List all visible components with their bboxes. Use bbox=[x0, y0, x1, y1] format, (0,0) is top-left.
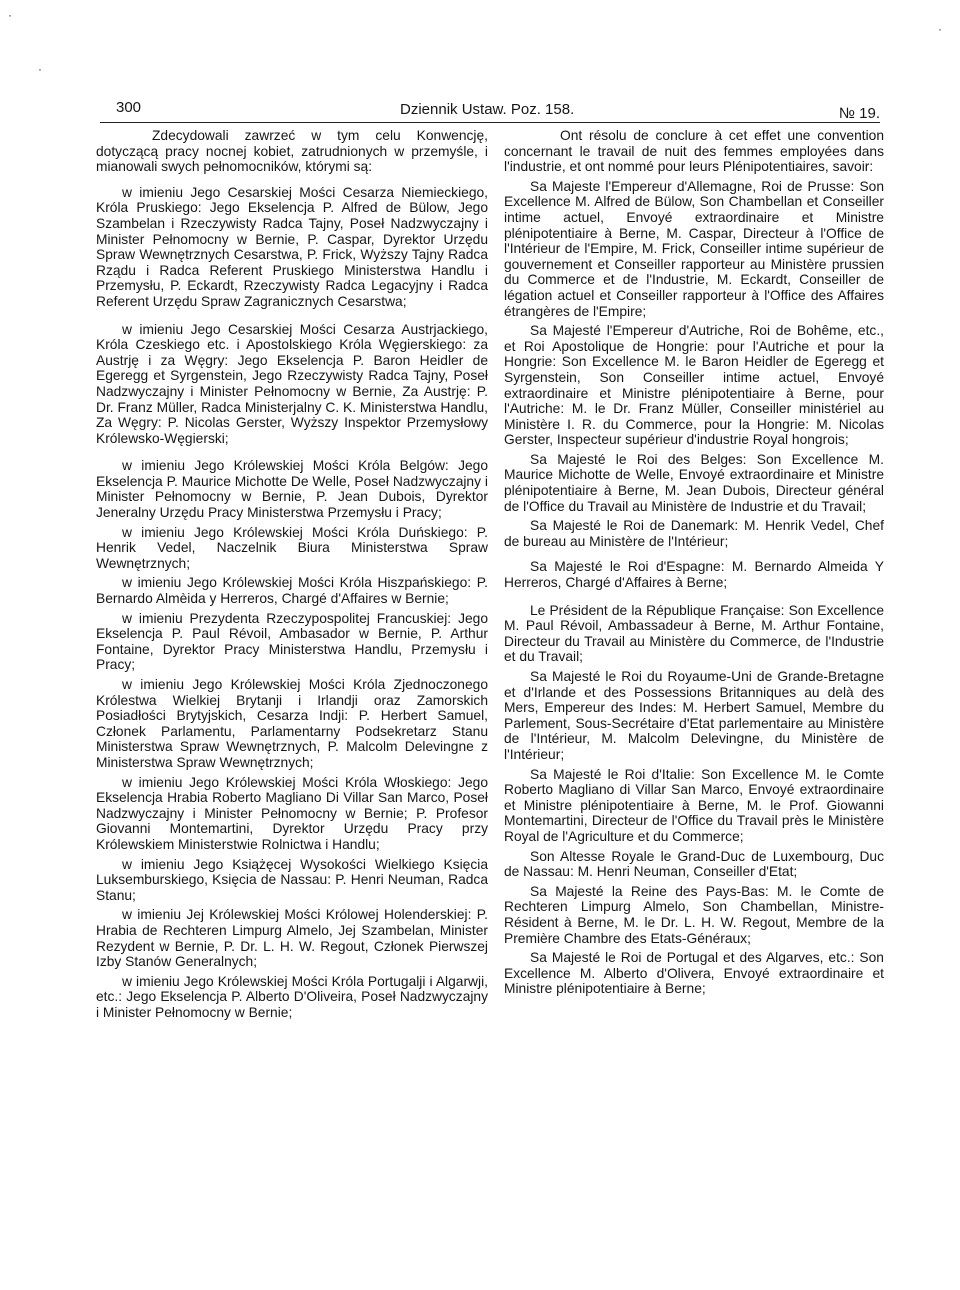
polish-plenipotentiary-italy: w imieniu Jego Królewskiej Mości Króla Włoskiego: Jego Ekselencja Hrabia Roberto Magliano Di Villar San Marco, Poseł Nadzwyczajny i Minister Pełnomocny w Bernie; P. Profesor Giovanni Montemartini, Dyrektor Urzędu Pracy przy Królewskiem Ministerstwie Rolnictwa i Handlu; bbox=[96, 774, 488, 852]
scan-mark: · bbox=[938, 22, 942, 36]
polish-plenipotentiary-great-britain: w imieniu Jego Królewskiej Mości Króla Zjednoczonego Królestwa Wielkiej Brytanji i Irlandji oraz Zamorskich Posiadłości Brytyjskich, Cesarza Indji: P. Herbert Samuel, Członek Parlamentu, Parlamentarny Podsekretarz Stanu Ministerstwa Spraw Wewnętrznych, P. Malcolm Delevingne z Ministerstwa Spraw Wewnętrznych; bbox=[96, 677, 488, 770]
polish-intro-paragraph: Zdecydowali zawrzeć w tym celu Konwencję, dotyczącą pracy nocnej kobiet, zatrudnionych w przemyśle, i mianowali swych pełnomocników, którymi są: bbox=[96, 128, 488, 175]
journal-title: Dziennik Ustaw. Poz. 158. bbox=[400, 101, 575, 118]
french-plenipotentiary-germany: Sa Majeste l'Empereur d'Allemagne, Roi de Prusse: Son Excellence M. Alfred de Bülow, Son Chambellan et Conseiller intime actuel, Envoyé extraordinaire et Ministre plénipotentiaire à Berne, M. Caspar, Directeur à l'Office de l'Intérieur de l'Empire, M. Frick, Conseiller intime supérieur de gouvernement et Conseiller rapporteur au Ministère prussien du Commerce et de l'Industrie, M. Eckardt, Conseiller de légation actuel et Conseiller rapporteur à l'Office des Affaires étrangères de l'Empire; bbox=[504, 178, 884, 319]
header-rule bbox=[100, 122, 880, 123]
french-column bbox=[504, 128, 884, 1001]
french-plenipotentiary-luxembourg: Son Altesse Royale le Grand-Duc de Luxembourg, Duc de Nassau: M. Henri Neuman, Conseiller d'Etat; bbox=[504, 848, 884, 880]
polish-plenipotentiary-germany: w imieniu Jego Cesarskiej Mości Cesarza Niemieckiego, Króla Pruskiego: Jego Ekselencja P. Alfred de Bülow, Jego Szambelan i Rzeczywisty Radca Tajny, Poseł Nadzwyczajny i Minister Pełnomocny w Bernie, P. Caspar, Dyrektor Urzędu Spraw Wewnętrznych Cesarstwa, P. Frick, Wyższy Tajny Radca Rządu i Radca Referent Pruskiego Ministerstwa Handlu i Przemysłu, P. Eckardt, Rzeczywisty Radca Legacyjny i Radca Referent Urzędu Spraw Zagranicznych Cesarstwa; bbox=[96, 184, 488, 309]
scan-mark: · bbox=[38, 62, 42, 76]
french-plenipotentiary-austria-hungary: Sa Majesté l'Empereur d'Autriche, Roi de Bohême, etc., et Roi Apostolique de Hongrie: pour l'Autriche et pour la Hongrie: Son Excellence M. le Baron Heidler de Egeregg et Syrgenstein, Son Conseiller intime actuel, Envoyé extraordinaire et Ministre plénipotentiaire à Berne, pour l'Autriche: M. le Dr. Franz Müller, Conseiller ministériel au Ministère I. R. du Commerce, pour la Hongrie: M. Nicolas Gerster, Inspecteur supérieur d'industrie Royal hongrois; bbox=[504, 323, 884, 448]
french-intro-paragraph: Ont résolu de conclure à cet effet une convention concernant le travail de nuit des femmes employées dans l'industrie, et ont nommé pour leurs Plénipotentiaires, savoir: bbox=[504, 128, 884, 175]
page-number: 300 bbox=[116, 99, 142, 116]
scan-mark: · bbox=[8, 8, 12, 22]
polish-plenipotentiary-denmark: w imieniu Jego Królewskiej Mości Króla Duńskiego: P. Henrik Vedel, Naczelnik Biura Ministerstwa Spraw Wewnętrznych; bbox=[96, 524, 488, 571]
polish-plenipotentiary-spain: w imieniu Jego Królewskiej Mości Króla Hiszpańskiego: P. Bernardo Almèida y Herreros, Chargé d'Affaires w Bernie; bbox=[96, 575, 488, 607]
french-plenipotentiary-france: Le Président de la République Française: Son Excellence M. Paul Révoil, Ambassadeur à Berne, M. Arthur Fontaine, Directeur du Travail au Ministère du Commerce, de l'Industrie et du Travail; bbox=[504, 602, 884, 665]
french-plenipotentiary-portugal: Sa Majesté le Roi de Portugal et des Algarves, etc.: Son Excellence M. Alberto d'Olivera, Envoyé extraordinaire et Ministre plénipotentiaire à Berne; bbox=[504, 950, 884, 997]
french-plenipotentiary-netherlands: Sa Majesté la Reine des Pays-Bas: M. le Comte de Rechteren Limpurg Almelo, Son Chambellan, Ministre-Résident à Berne, M. le Dr. L. H. W. Regout, Membre de la Première Chambre des Etats-Généraux; bbox=[504, 883, 884, 946]
polish-plenipotentiary-france: w imieniu Prezydenta Rzeczypospolitej Francuskiej: Jego Ekselencja P. Paul Révoil, Ambasador w Bernie, P. Arthur Fontaine, Dyrektor Pracy Ministerstwa Handlu, Przemysłu i Pracy; bbox=[96, 610, 488, 673]
french-plenipotentiary-belgium: Sa Majesté le Roi des Belges: Son Excellence M. Maurice Michotte de Welle, Envoyé extraordinaire et Ministre plénipotentiaire à Berne, M. Jean Dubois, Directeur général de l'Office du Travail au Ministère de Industrie et du Travail; bbox=[504, 451, 884, 514]
polish-column bbox=[96, 128, 488, 1024]
issue-number: № 19. bbox=[838, 105, 880, 122]
polish-plenipotentiary-netherlands: w imieniu Jej Królewskiej Mości Królowej Holenderskiej: P. Hrabia de Rechteren Limpurg Almelo, Jej Szambelan, Minister Rezydent w Bernie, P. Dr. L. H. W. Regout, Członek Pierwszej Izby Stanów Generalnych; bbox=[96, 907, 488, 970]
french-plenipotentiary-great-britain: Sa Majesté le Roi du Royaume-Uni de Grande-Bretagne et d'Irlande et des Possessions Britanniques au delà des Mers, Empereur des Indes: M. Herbert Samuel, Membre du Parlement, Sous-Secrétaire d'Etat parlementaire au Ministère de l'Intérieur, M. Malcolm Delevingne, du Ministère de l'Intérieur; bbox=[504, 669, 884, 762]
page-header bbox=[100, 99, 880, 123]
polish-plenipotentiary-luxembourg: w imieniu Jego Książęcej Wysokości Wielkiego Księcia Luksemburskiego, Księcia de Nassau: P. Henri Neuman, Radca Stanu; bbox=[96, 856, 488, 903]
polish-plenipotentiary-portugal: w imieniu Jego Królewskiej Mości Króla Portugalji i Algarwji, etc.: Jego Ekselencja P. Alberto D'Oliveira, Poseł Nadzwyczajny i Minister Pełnomocny w Bernie; bbox=[96, 973, 488, 1020]
french-plenipotentiary-spain: Sa Majesté le Roi d'Espagne: M. Bernardo Almeida Y Herreros, Chargé d'Affaires à Berne; bbox=[504, 559, 884, 591]
polish-plenipotentiary-austria-hungary: w imieniu Jego Cesarskiej Mości Cesarza Austrjackiego, Króla Czeskiego etc. i Apostolskiego Króla Węgierskiego: za Austrję i za Węgry: Jego Ekselencja P. Baron Heidler de Egeregg et Syrgenstein, Jego Rzeczywisty Radca Tajny, Poseł Nadzwyczajny i Minister Pełnomocny w Bernie, Za Austrję: P. Dr. Franz Müller, Radca Ministerjalny C. K. Ministerstwa Handlu, Za Węgry: P. Nicolas Gerster, Wyższy Inspektor Przemysłowy Królewsko-Węgierski; bbox=[96, 321, 488, 446]
french-plenipotentiary-denmark: Sa Majesté le Roi de Danemark: M. Henrik Vedel, Chef de bureau au Ministère de l'Intérieur; bbox=[504, 518, 884, 549]
polish-plenipotentiary-belgium: w imieniu Jego Królewskiej Mości Króla Belgów: Jego Ekselencja P. Maurice Michotte De Welle, Poseł Nadzwyczajny i Minister Pełnomocny w Bernie, P. Jean Dubois, Dyrektor Jeneralny Urzędu Pracy Ministerstwa Przemysłu i Pracy; bbox=[96, 458, 488, 521]
french-plenipotentiary-italy: Sa Majesté le Roi d'Italie: Son Excellence M. le Comte Roberto Magliano di Villar San Marco, Envoyé extraordinaire et Ministre plénipotentiaire à Berne, M. le Prof. Giowanni Montemartini, Directeur de l'Office du Travail près le Ministère Royal de l'Agriculture et du Commerce; bbox=[504, 766, 884, 844]
